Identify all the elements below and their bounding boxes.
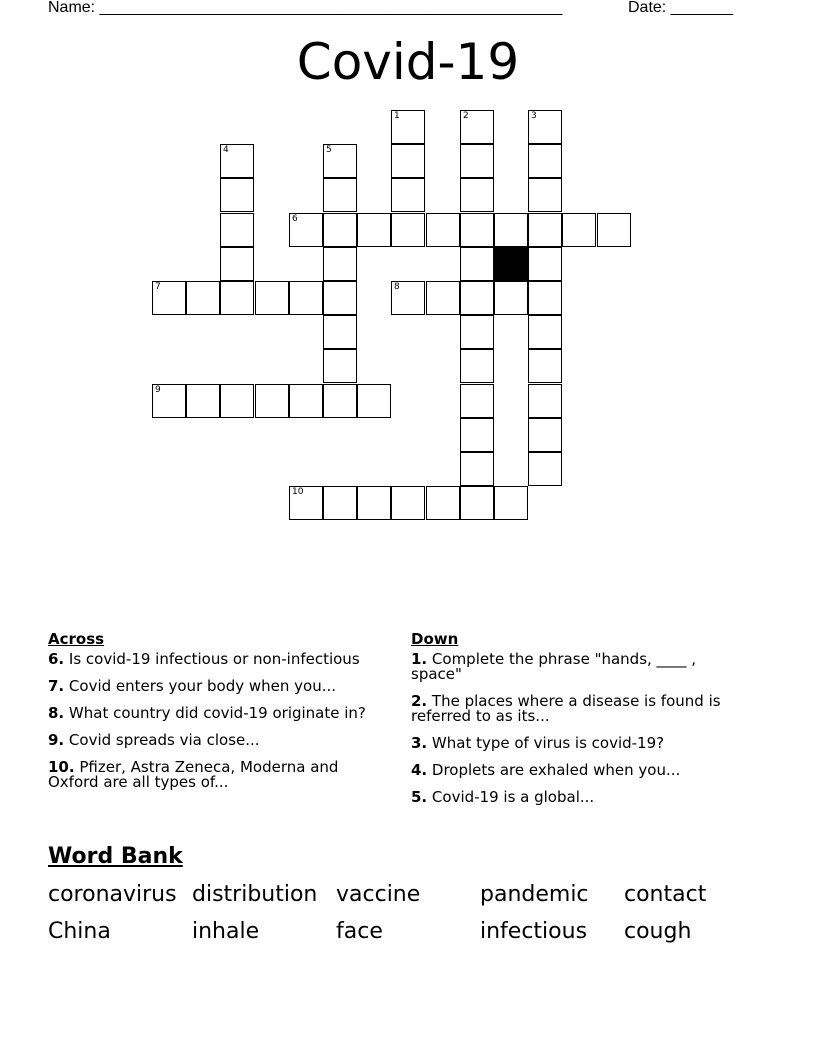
grid-cell[interactable] bbox=[528, 315, 562, 349]
down-clue bbox=[411, 694, 746, 724]
clue-number: 3 bbox=[531, 111, 537, 121]
clue-number: 4. bbox=[411, 761, 428, 779]
clue-number: 5 bbox=[326, 145, 332, 155]
grid-cell[interactable] bbox=[597, 213, 631, 247]
clue-number: 3. bbox=[411, 734, 428, 752]
grid-cell[interactable] bbox=[255, 281, 289, 315]
word-bank-item: cough bbox=[624, 919, 692, 944]
clue-text: The places where a disease is found is referred to as its... bbox=[411, 692, 721, 725]
grid-cell[interactable] bbox=[289, 486, 323, 520]
grid-cell[interactable] bbox=[460, 110, 494, 144]
grid-cell[interactable] bbox=[460, 247, 494, 281]
clue-number: 8. bbox=[48, 704, 65, 722]
grid-cell[interactable] bbox=[460, 384, 494, 418]
clue-number: 1 bbox=[394, 111, 400, 121]
grid-cell[interactable] bbox=[152, 281, 186, 315]
grid-cell[interactable] bbox=[460, 349, 494, 383]
clue-number: 1. bbox=[411, 650, 428, 668]
grid-cell[interactable] bbox=[426, 486, 460, 520]
grid-cell[interactable] bbox=[528, 178, 562, 212]
black-square bbox=[494, 247, 528, 281]
clue-number: 6. bbox=[48, 650, 65, 668]
clue-text: Is covid-19 infectious or non-infectious bbox=[68, 650, 360, 668]
grid-cell[interactable] bbox=[528, 247, 562, 281]
grid-cell[interactable] bbox=[391, 144, 425, 178]
grid-cell[interactable] bbox=[323, 281, 357, 315]
down-clue bbox=[411, 736, 746, 751]
grid-cell[interactable] bbox=[460, 144, 494, 178]
word-bank-item: vaccine bbox=[336, 882, 421, 907]
word-bank-item: contact bbox=[624, 882, 707, 907]
clue-number: 9. bbox=[48, 731, 65, 749]
grid-cell[interactable] bbox=[460, 281, 494, 315]
grid-cell[interactable] bbox=[528, 452, 562, 486]
page-title: Covid-19 bbox=[296, 33, 520, 91]
grid-cell[interactable] bbox=[391, 213, 425, 247]
across-clue bbox=[48, 652, 383, 667]
across-clue bbox=[48, 760, 383, 790]
grid-cell[interactable] bbox=[391, 178, 425, 212]
grid-cell[interactable] bbox=[289, 384, 323, 418]
word-bank-item: inhale bbox=[192, 919, 260, 944]
grid-cell[interactable] bbox=[494, 486, 528, 520]
clue-number: 5. bbox=[411, 788, 428, 806]
clue-number: 9 bbox=[155, 385, 161, 395]
grid-cell[interactable] bbox=[323, 384, 357, 418]
clue-number: 2. bbox=[411, 692, 428, 710]
clue-text: Pfizer, Astra Zeneca, Moderna and Oxford are all types of... bbox=[48, 758, 339, 791]
word-bank-item: infectious bbox=[480, 919, 588, 944]
grid-cell[interactable] bbox=[323, 247, 357, 281]
grid-cell[interactable] bbox=[323, 349, 357, 383]
grid-cell[interactable] bbox=[460, 486, 494, 520]
grid-cell[interactable] bbox=[494, 213, 528, 247]
grid-cell[interactable] bbox=[460, 315, 494, 349]
word-bank-item: distribution bbox=[192, 882, 318, 907]
grid-cell[interactable] bbox=[391, 110, 425, 144]
word-bank-item: face bbox=[336, 919, 383, 944]
clue-number: 2 bbox=[463, 111, 469, 121]
grid-cell[interactable] bbox=[289, 281, 323, 315]
grid-cell[interactable] bbox=[323, 178, 357, 212]
name-field-label: Name: ____________________________________________________ bbox=[48, 0, 563, 16]
grid-cell[interactable] bbox=[289, 213, 323, 247]
grid-cell[interactable] bbox=[220, 178, 254, 212]
clue-text: What type of virus is covid-19? bbox=[431, 734, 665, 752]
grid-cell[interactable] bbox=[528, 281, 562, 315]
clue-text: Covid-19 is a global... bbox=[431, 788, 595, 806]
across-heading: Across bbox=[48, 630, 105, 648]
grid-cell[interactable] bbox=[528, 349, 562, 383]
clue-number: 4 bbox=[223, 145, 229, 155]
clue-number: 6 bbox=[292, 214, 298, 224]
grid-cell[interactable] bbox=[220, 384, 254, 418]
grid-cell[interactable] bbox=[220, 213, 254, 247]
grid-cell[interactable] bbox=[528, 110, 562, 144]
grid-cell[interactable] bbox=[357, 213, 391, 247]
clue-number: 10. bbox=[48, 758, 75, 776]
grid-cell[interactable] bbox=[152, 384, 186, 418]
grid-cell[interactable] bbox=[220, 247, 254, 281]
clue-text: Covid spreads via close... bbox=[68, 731, 260, 749]
clue-text: Droplets are exhaled when you... bbox=[431, 761, 681, 779]
clue-number: 8 bbox=[394, 282, 400, 292]
down-clue bbox=[411, 652, 746, 682]
grid-cell[interactable] bbox=[220, 144, 254, 178]
across-clue bbox=[48, 733, 383, 748]
clue-number: 7. bbox=[48, 677, 65, 695]
date-field-label: Date: _______ bbox=[628, 0, 733, 16]
grid-cell[interactable] bbox=[391, 486, 425, 520]
grid-cell[interactable] bbox=[391, 281, 425, 315]
grid-cell[interactable] bbox=[460, 178, 494, 212]
grid-cell[interactable] bbox=[460, 452, 494, 486]
down-clues bbox=[411, 630, 746, 817]
grid-cell[interactable] bbox=[426, 213, 460, 247]
across-clue-list bbox=[48, 652, 383, 790]
grid-cell[interactable] bbox=[323, 315, 357, 349]
grid-cell[interactable] bbox=[323, 144, 357, 178]
clue-number: 10 bbox=[292, 487, 304, 497]
grid-cell[interactable] bbox=[186, 281, 220, 315]
clue-number: 7 bbox=[155, 282, 161, 292]
clue-text: What country did covid-19 originate in? bbox=[68, 704, 366, 722]
grid-cell[interactable] bbox=[323, 213, 357, 247]
clue-text: Covid enters your body when you... bbox=[68, 677, 337, 695]
grid-cell[interactable] bbox=[255, 384, 289, 418]
word-bank-item: China bbox=[48, 919, 111, 944]
grid-cell[interactable] bbox=[528, 418, 562, 452]
word-bank-title: Word Bank bbox=[48, 844, 183, 869]
grid-cell[interactable] bbox=[528, 384, 562, 418]
down-heading: Down bbox=[411, 630, 459, 648]
down-clue-list bbox=[411, 652, 746, 805]
grid-cell[interactable] bbox=[186, 384, 220, 418]
grid-cell[interactable] bbox=[528, 213, 562, 247]
grid-cell[interactable] bbox=[562, 213, 596, 247]
grid-cell[interactable] bbox=[460, 213, 494, 247]
grid-cell[interactable] bbox=[357, 384, 391, 418]
grid-cell[interactable] bbox=[460, 418, 494, 452]
grid-cell[interactable] bbox=[426, 281, 460, 315]
grid-cell[interactable] bbox=[494, 281, 528, 315]
down-clue bbox=[411, 763, 746, 778]
grid-cell[interactable] bbox=[220, 281, 254, 315]
across-clue bbox=[48, 706, 383, 721]
word-bank-item: coronavirus bbox=[48, 882, 177, 907]
across-clues bbox=[48, 630, 383, 802]
word-bank-item: pandemic bbox=[480, 882, 589, 907]
down-clue bbox=[411, 790, 746, 805]
grid-cell[interactable] bbox=[528, 144, 562, 178]
grid-cell[interactable] bbox=[323, 486, 357, 520]
grid-cell[interactable] bbox=[357, 486, 391, 520]
across-clue bbox=[48, 679, 383, 694]
clue-text: Complete the phrase "hands, ____ , space" bbox=[411, 650, 697, 683]
